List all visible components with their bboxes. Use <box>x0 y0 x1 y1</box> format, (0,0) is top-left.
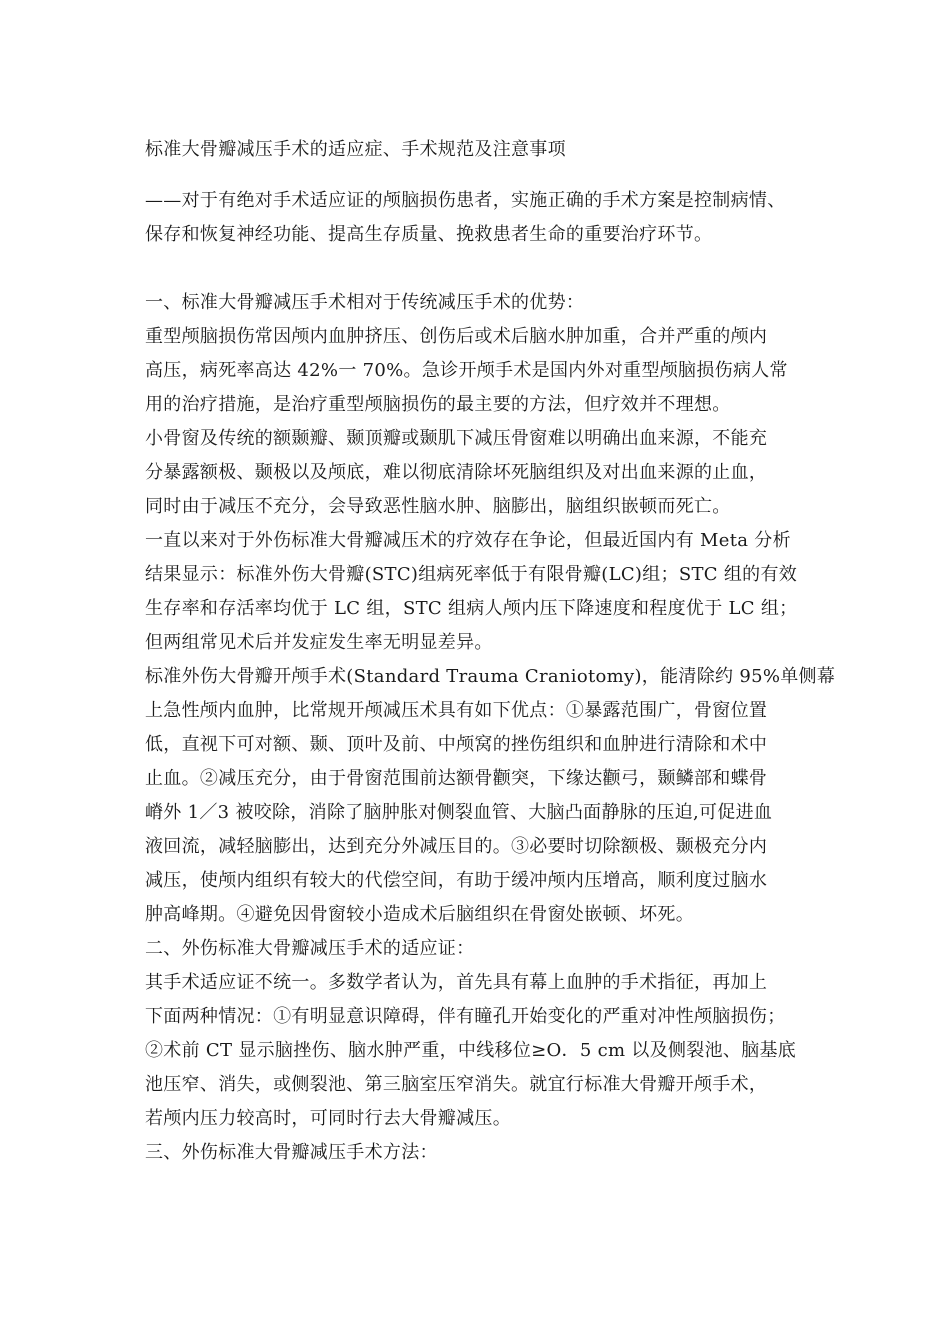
paragraph-line: 下面两种情况：①有明显意识障碍，伴有瞳孔开始变化的严重对冲性颅脑损伤； <box>145 1006 786 1027</box>
paragraph-line: 嵴外 1／3 被咬除，消除了脑肿胀对侧裂血管、大脑凸面静脉的压迫,可促进血 <box>145 802 773 823</box>
paragraph-line: 重型颅脑损伤常因颅内血肿挤压、创伤后或术后脑水肿加重，合并严重的颅内 <box>145 326 768 347</box>
section-heading-1: 一、标准大骨瓣减压手术相对于传统减压手术的优势： <box>145 292 585 313</box>
paragraph-line: 用的治疗措施，是治疗重型颅脑损伤的最主要的方法，但疗效并不理想。 <box>145 394 731 415</box>
paragraph-line: 池压窄、消失，或侧裂池、第三脑室压窄消失。就宜行标准大骨瓣开颅手术， <box>145 1074 768 1095</box>
paragraph-line: 若颅内压力较高时，可同时行去大骨瓣减压。 <box>145 1108 511 1129</box>
paragraph-line: 液回流，减轻脑膨出，达到充分外减压目的。③必要时切除额极、颞极充分内 <box>145 836 768 857</box>
paragraph-line: 同时由于减压不充分，会导致恶性脑水肿、脑膨出，脑组织嵌顿而死亡。 <box>145 496 731 517</box>
paragraph-line: 小骨窗及传统的额颞瓣、颞顶瓣或颞肌下减压骨窗难以明确出血来源，不能充 <box>145 428 768 449</box>
section-heading-3: 三、外伤标准大骨瓣减压手术方法： <box>145 1142 438 1163</box>
paragraph-line: 分暴露额极、颞极以及颅底，难以彻底清除坏死脑组织及对出血来源的止血， <box>145 462 768 483</box>
intro-line: 保存和恢复神经功能、提高生存质量、挽救患者生命的重要治疗环节。 <box>145 224 713 245</box>
paragraph-line: 但两组常见术后并发症发生率无明显差异。 <box>145 632 493 653</box>
paragraph-line: ②术前 CT 显示脑挫伤、脑水肿严重，中线移位≥O．5 cm 以及侧裂池、脑基底 <box>145 1040 797 1061</box>
paragraph-line: 生存率和存活率均优于 LC 组，STC 组病人颅内压下降速度和程度优于 LC 组； <box>145 598 798 619</box>
paragraph-line: 高压，病死率高达 42%一 70%。急诊开颅手术是国内外对重型颅脑损伤病人常 <box>145 360 788 381</box>
paragraph-line: 结果显示：标准外伤大骨瓣(STC)组病死率低于有限骨瓣(LC)组；STC 组的有效 <box>145 564 798 585</box>
paragraph-line: 低，直视下可对额、颞、顶叶及前、中颅窝的挫伤组织和血肿进行清除和术中 <box>145 734 768 755</box>
document-title: 标准大骨瓣减压手术的适应症、手术规范及注意事项 <box>145 139 566 160</box>
section-heading-2: 二、外伤标准大骨瓣减压手术的适应证： <box>145 938 475 959</box>
paragraph-line: 一直以来对于外伤标准大骨瓣减压术的疗效存在争论，但最近国内有 Meta 分析 <box>145 530 791 551</box>
paragraph-line: 其手术适应证不统一。多数学者认为，首先具有幕上血肿的手术指征，再加上 <box>145 972 768 993</box>
document-page <box>145 133 836 1170</box>
paragraph-line: 上急性颅内血肿，比常规开颅减压术具有如下优点：①暴露范围广，骨窗位置 <box>145 700 768 721</box>
intro-line: ——对于有绝对手术适应证的颅脑损伤患者，实施正确的手术方案是控制病情、 <box>145 190 786 211</box>
paragraph-line: 肿高峰期。④避免因骨窗较小造成术后脑组织在骨窗处嵌顿、坏死。 <box>145 904 694 925</box>
paragraph-line: 减压，使颅内组织有较大的代偿空间，有助于缓冲颅内压增高，顺利度过脑水 <box>145 870 768 891</box>
paragraph-line: 标准外伤大骨瓣开颅手术(Standard Trauma Craniotomy)，能清除约 95%单侧幕 <box>145 666 836 687</box>
paragraph-line: 止血。②减压充分，由于骨窗范围前达额骨颧突，下缘达颧弓，颞鳞部和蝶骨 <box>145 768 768 789</box>
